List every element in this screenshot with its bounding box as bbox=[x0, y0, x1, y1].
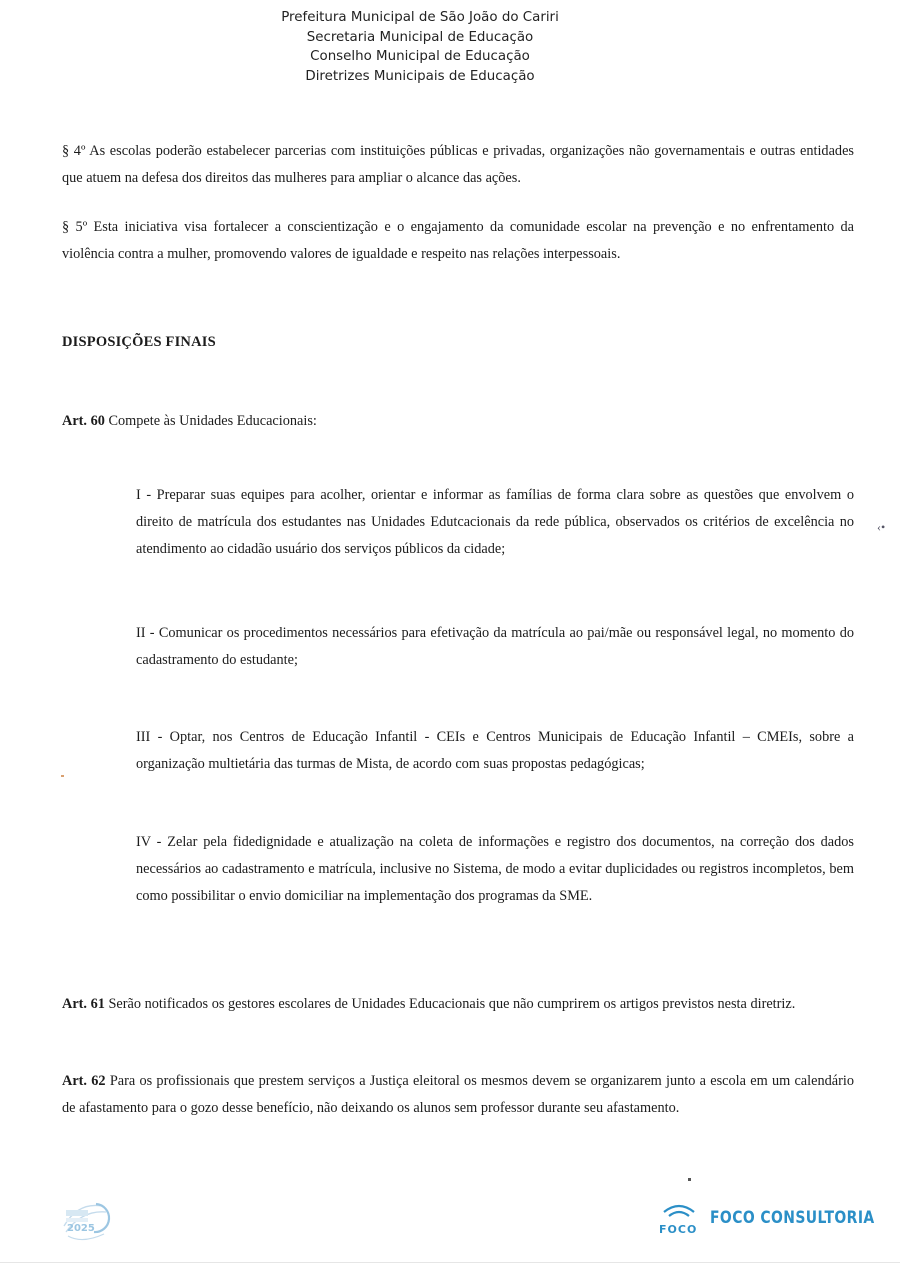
scan-mark: ‹• bbox=[877, 520, 886, 534]
foco-wifi-logo-icon bbox=[656, 1198, 702, 1238]
article-60 bbox=[62, 408, 854, 435]
article-60-item-iii: III - Optar, nos Centros de Educação Infantil - CEIs e Centros Municipais de Educação Infantil – CMEIs, sobre a organização multietária das turmas de Mista, de acordo com suas propostas pedagógicas; bbox=[136, 729, 854, 772]
article-60-text: Compete às Unidades Educacionais: bbox=[108, 413, 317, 429]
seal-year: 2025 bbox=[67, 1223, 95, 1234]
header-prefeitura: Prefeitura Municipal de São João do Cariri bbox=[281, 10, 559, 25]
section-title: DISPOSIÇÕES FINAIS bbox=[62, 334, 216, 350]
article-61-label: Art. 61 bbox=[62, 996, 105, 1012]
scan-dot bbox=[61, 775, 64, 777]
article-61-text: Serão notificados os gestores escolares de Unidades Educacionais que não cumprirem os artigos previstos nesta diretriz. bbox=[108, 996, 796, 1012]
article-60-item-i: I - Preparar suas equipes para acolher, orientar e informar as famílias de forma clara sobre as questões que envolvem o direito de matrícula dos estudantes nas Unidades Edutcacionais da rede pública, observados os critérios de excelência no atendimento ao cidadão usuário dos serviços públicos da cidade; bbox=[136, 487, 854, 557]
article-62-text: Para os profissionais que prestem serviços a Justiça eleitoral os mesmos devem se organizarem junto a escola em um calendário de afastamento para o gozo desse benefício, não deixando os alunos sem professor durante seu afastamento. bbox=[62, 1073, 854, 1116]
foco-consultoria-logo bbox=[656, 1198, 900, 1238]
logo-text: FOCO CONSULTORIA bbox=[710, 1208, 875, 1228]
logo-mark-text: FOCO bbox=[659, 1223, 698, 1236]
header-conselho: Conselho Municipal de Educação bbox=[310, 49, 530, 64]
scan-dot bbox=[688, 1178, 691, 1181]
header-secretaria: Secretaria Municipal de Educação bbox=[306, 29, 534, 45]
article-60-item-iv: IV - Zelar pela fidedignidade e atualização na coleta de informações e registro dos documentos, na correção dos dados necessários ao cadastramento e matrícula, inclusive no Sistema, de modo a evitar duplicidades ou registros incompletos, bem como possibilitar o envio domiciliar na implementação dos programas da SME. bbox=[136, 834, 854, 904]
article-60-label: Art. 60 bbox=[62, 413, 105, 429]
paragraph-5: § 5º Esta iniciativa visa fortalecer a conscientização e o engajamento da comunidade escolar na prevenção e no enfrentamento da violência contra a mulher, promovendo valores de igualdade e respeito nas relações interpessoais. bbox=[62, 219, 854, 262]
seal-emblem-icon bbox=[62, 1196, 134, 1246]
article-62 bbox=[62, 1068, 854, 1122]
article-61 bbox=[62, 991, 854, 1018]
article-60-item-ii: II - Comunicar os procedimentos necessários para efetivação da matrícula ao pai/mãe ou responsável legal, no momento do cadastramento do estudante; bbox=[136, 625, 854, 668]
header-diretrizes: Diretrizes Municipais de Educação bbox=[305, 68, 535, 84]
document-header bbox=[0, 8, 840, 86]
paragraph-4: § 4º As escolas poderão estabelecer parcerias com instituições públicas e privadas, organizações não governamentais e outras entidades que atuem na defesa dos direitos das mulheres para ampliar o alcance das ações. bbox=[62, 143, 854, 186]
article-62-label: Art. 62 bbox=[62, 1073, 106, 1089]
bottom-divider bbox=[0, 1262, 900, 1263]
